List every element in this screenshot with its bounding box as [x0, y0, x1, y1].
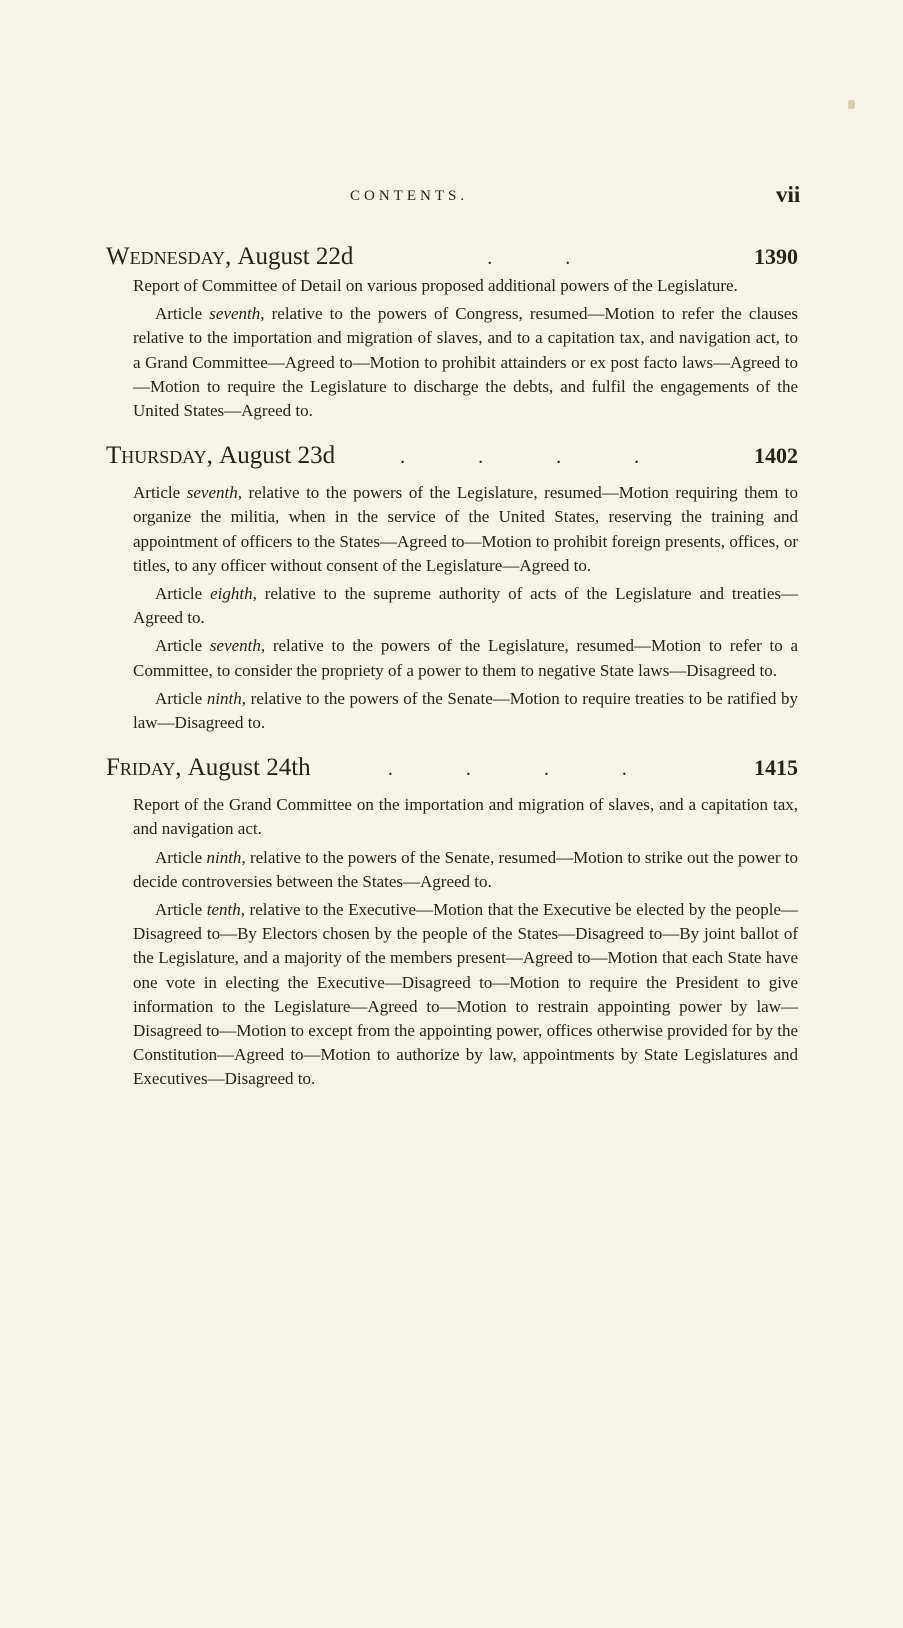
entry-heading	[106, 240, 798, 274]
entry-date: August 24th	[187, 754, 311, 782]
dot-leader: . .	[487, 247, 605, 269]
dot-leader: . . . .	[387, 758, 661, 781]
entry-paragraph: Article seventh, relative to the powers of the Legislature, resumed—Motion to refer to a Committee, to consider the propriety of a power to them to negative State laws—Disagreed to.	[133, 636, 798, 680]
entry-page-number: 1402	[754, 443, 798, 469]
entry-paragraph: Article tenth, relative to the Executive—Motion that the Executive be elected by the people—Disagreed to—By Electors chosen by the people of the States—Disagreed to—By joint ballot of the Legislature, and a majority of the members present—Agreed to—Motion that each State have one vote in electing the Executive—Disagreed to—Motion to require the President to give information to the Legislature—Agreed to—Motion to restrain appointing power by law—Disagreed to—Motion to except from the appointing power, offices otherwise provided for by the Constitution—Agreed to—Motion to authorize by law, appointments by State Legislatures and Executives—Disagreed to.	[133, 900, 798, 1089]
entry-paragraph: Article ninth, relative to the powers of the Senate—Motion to require treaties to be ratified by law—Disagreed to.	[133, 688, 798, 733]
running-head	[0, 182, 903, 216]
entry-heading	[106, 439, 798, 473]
contents-entry-wednesday	[106, 240, 798, 423]
entry-paragraph: Report of Committee of Detail on various proposed additional powers of the Legislature.	[133, 276, 738, 295]
entry-date: August 23d	[219, 442, 336, 470]
contents-entry-friday	[106, 751, 798, 1091]
entry-heading	[106, 751, 798, 785]
entry-day: Friday,	[106, 754, 182, 782]
entry-paragraph: Report of the Grand Committee on the importation and migration of slaves, and a capitation tax, and navigation act.	[133, 795, 798, 839]
entry-page-number: 1415	[754, 755, 798, 781]
paper-speck	[848, 100, 855, 109]
entry-day: Wednesday,	[106, 243, 232, 270]
running-title: CONTENTS.	[350, 188, 469, 204]
entry-page-number: 1390	[754, 244, 798, 269]
entry-paragraph: Article eighth, relative to the supreme authority of acts of the Legislature and treaties—Agreed to.	[133, 584, 798, 628]
entry-paragraph: Article ninth, relative to the powers of the Senate, resumed—Motion to strike out the power to decide controversies between the States—Agreed to.	[133, 847, 798, 891]
entry-date: August 22d	[237, 243, 354, 270]
contents-list	[106, 240, 798, 1092]
contents-entry-thursday	[106, 439, 798, 735]
entry-paragraph: Article seventh, relative to the powers of Congress, resumed—Motion to refer the clauses relative to the importation and migration of slaves, and to a capitation tax, and navigation act, to a Grand Committee—Agreed to—Motion to prohibit attainders or ex post facto laws—Agreed to—Motion to require the Legislature to discharge the debts, and fulfil the engagements of the United States—Agreed to.	[133, 304, 799, 421]
page-number: vii	[776, 182, 801, 207]
entry-day: Thursday,	[106, 442, 213, 470]
entry-paragraph: Article seventh, relative to the powers of the Legislature, resumed—Motion requiring them to organize the militia, when in the service of the United States, reserving the training and appointment of officers to the States—Agreed to—Motion to prohibit foreign presents, offices, or titles, to any officer without consent of the Legislature—Agreed to.	[133, 483, 799, 575]
dot-leader: . . . .	[400, 446, 674, 469]
